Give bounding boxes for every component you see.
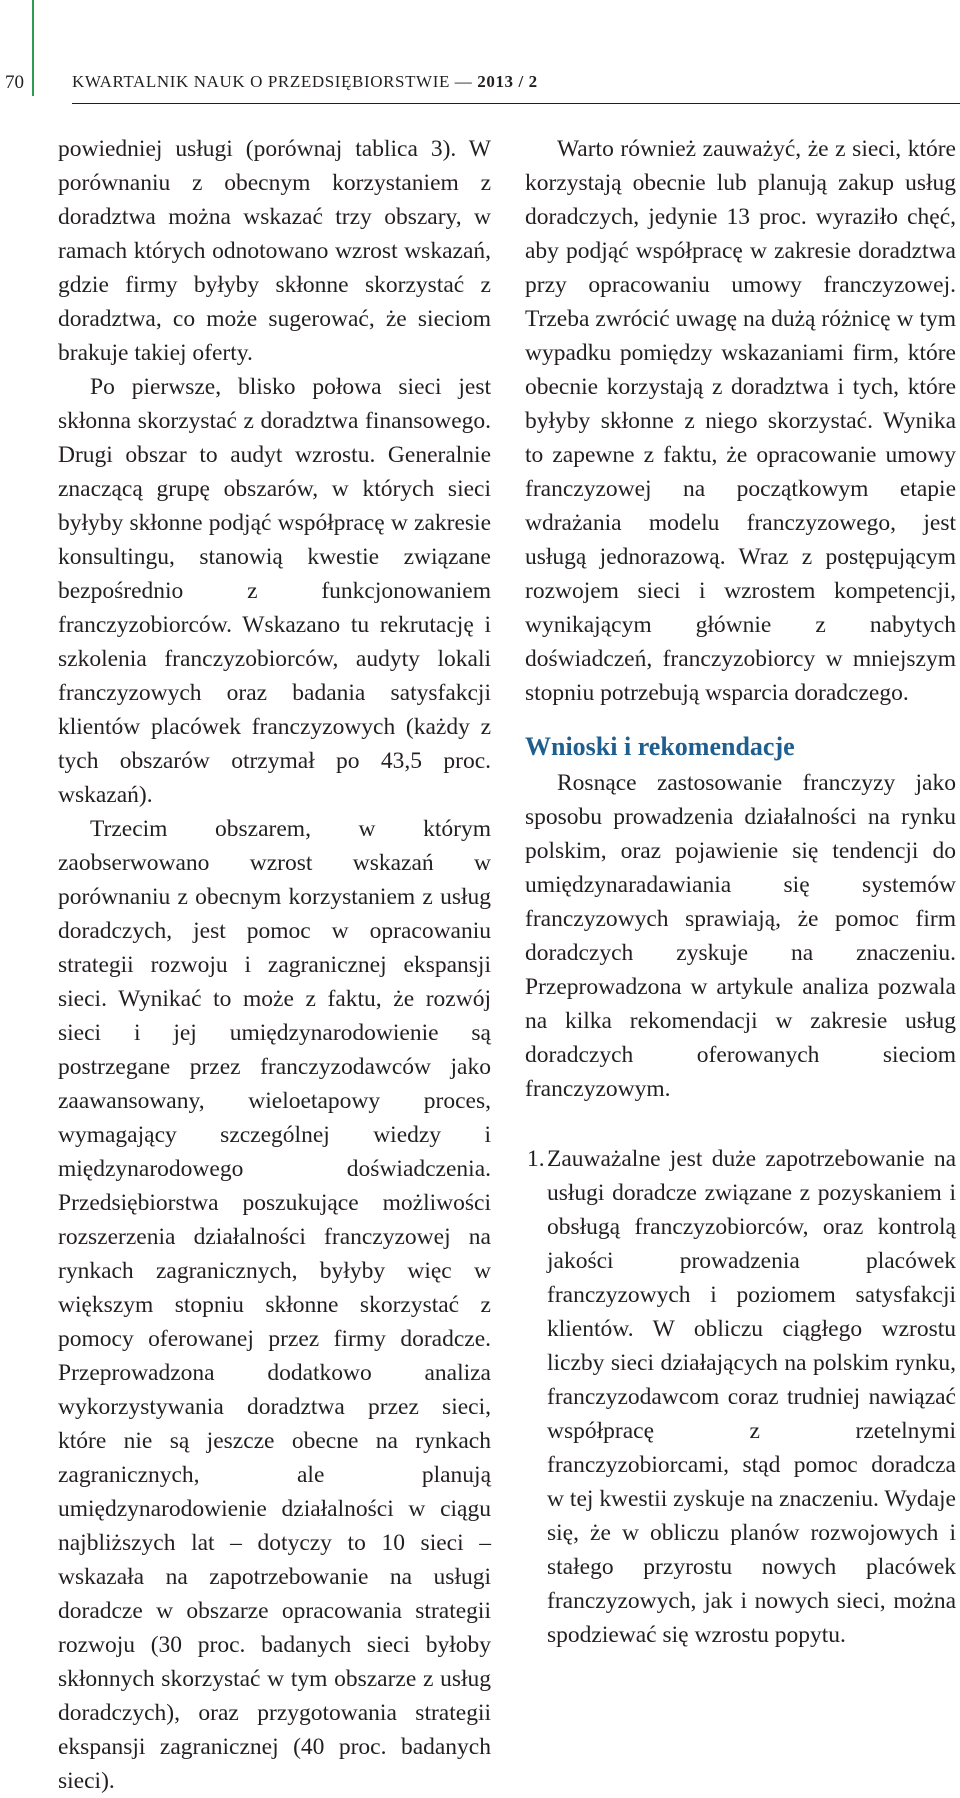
paragraph: Trzecim obszarem, w którym zaobserwowano wzrost wskazań w porównaniu z obecnym korzystaniem z usług doradczych, jest pomoc w opracowaniu strategii rozwoju i zagranicznej ekspansji sieci. Wynikać to może z faktu, że rozwój sieci i jej umiędzynarodowienie są postrzegane przez franczyzodawców jako zaawansowany, wieloetapowy proces, wymagający szczególnej wiedzy i międzynarodowego doświadczenia. Przedsiębiorstwa poszukujące możliwości rozszerzenia działalności franczyzowej na rynkach zagranicznych, byłyby więc w większym stopniu skłonne skorzystać z pomocy oferowanej przez firmy doradcze. Przeprowadzona dodatkowo analiza wykorzystywania doradztwa przez sieci, które nie są jeszcze obecne na rynkach zagranicznych, ale planują umiędzynarodowienie działalności w ciągu najbliższych lat – dotyczy to 10 sieci – wskazała na zapotrzebowanie na usługi doradcze w obszarze opracowania strategii rozwoju (30 proc. badanych sieci byłoby skłonnych skorzystać w tym obszarze z usług doradczych), oraz przygotowania strategii ekspansji zagranicznej (40 proc. badanych sieci). xyxy=(58,816,491,1794)
running-header xyxy=(72,72,538,92)
journal-title: KWARTALNIK NAUK O PRZEDSIĘBIORSTWIE — xyxy=(72,72,478,91)
list-item-text: Zauważalne jest duże zapotrzebowanie na usługi doradcze związane z pozyskaniem i obsługą franczyzobiorców, oraz kontrolą jakości prowadzenia placówek franczyzowych i poziomem satysfakcji klientów. W obliczu ciągłego wzrostu liczby sieci działających na polskim rynku, franczyzodawcom coraz trudniej nawiązać współpracę z rzetelnymi franczyzobiorcami, stąd pomoc doradcza w tej kwestii zyskuje na znaczeniu. Wydaje się, że w obliczu planów rozwojowych i stałego przyrostu nowych placówek franczyzowych, jak i nowych sieci, można spodziewać się wzrostu popytu. xyxy=(547,1146,956,1648)
paragraph: Rosnące zastosowanie franczyzy jako sposobu prowadzenia działalności na rynku polskim, oraz pojawienie się tendencji do umiędzynaradawiania się systemów franczyzowych sprawiają, że pomoc firm doradczych zyskuje na znaczeniu. Przeprowadzona w artykule analiza pozwala na kilka rekomendacji w zakresie usług doradczych oferowanych sieciom franczyzowym. xyxy=(525,770,956,1102)
list-item-number: 1. xyxy=(527,1146,545,1172)
section-heading: Wnioski i rekomendacje xyxy=(525,732,795,761)
left-column xyxy=(58,132,491,1798)
recommendations-list xyxy=(525,1142,956,1652)
paragraph: powiedniej usługi (porównaj tablica 3). W porównaniu z obecnym korzystaniem z doradztwa można wskazać trzy obszary, w ramach których odnotowano wzrost wskazań, gdzie firmy byłyby skłonne skorzystać z doradztwa, co może sugerować, że sieciom brakuje takiej oferty. xyxy=(58,136,491,366)
paragraph: Warto również zauważyć, że z sieci, które korzystają obecnie lub planują zakup usług doradczych, jedynie 13 proc. wyraziło chęć, aby podjąć współpracę w zakresie doradztwa przy opracowaniu umowy franczyzowej. Trzeba zwrócić uwagę na dużą różnicę w tym wypadku pomiędzy wskazaniami firm, które obecnie korzystają z doradztwa i tych, które byłyby skłonne z niego skorzystać. Wynika to zapewne z faktu, że opracowanie umowy franczyzowej na początkowym etapie wdrażania modelu franczyzowego, jest usługą jednorazową. Wraz z postępującym rozwojem sieci i wzrostem kompetencji, wynikającym głównie z nabytych doświadczeń, franczyzobiorcy w mniejszym stopniu potrzebują wsparcia doradczego. xyxy=(525,136,956,706)
list-item xyxy=(525,1142,956,1652)
page-number: 70 xyxy=(5,72,24,93)
paragraph: Po pierwsze, blisko połowa sieci jest skłonna skorzystać z doradztwa finansowego. Drugi obszar to audyt wzrostu. Generalnie znaczącą grupę obszarów, w których sieci byłyby skłonne podjąć współpracę w zakresie konsultingu, stanowią kwestie związane bezpośrednio z funkcjonowaniem franczyzobiorców. Wskazano tu rekrutację i szkolenia franczyzobiorców, audyty lokali franczyzowych oraz badania satysfakcji klientów placówek franczyzowych (każdy z tych obszarów otrzymał po 43,5 proc. wskazań). xyxy=(58,374,491,808)
right-column xyxy=(525,132,956,1652)
margin-rule xyxy=(32,0,34,96)
issue-number: 2013 / 2 xyxy=(477,72,538,91)
header-rule xyxy=(72,103,960,104)
